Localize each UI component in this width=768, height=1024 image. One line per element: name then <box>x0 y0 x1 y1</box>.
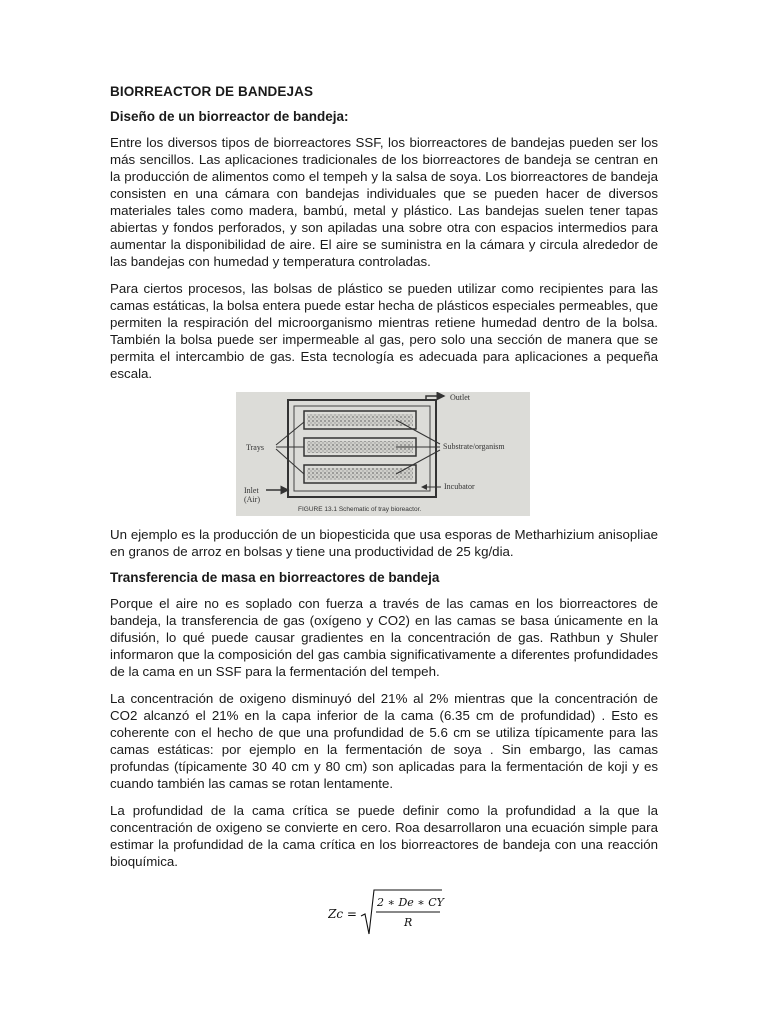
paragraph-3: Un ejemplo es la producción de un biopesticida que usa esporas de Metharhizium anisopliae en granos de arroz en bolsas y tiene una productividad de 25 kg/dia. <box>110 527 658 559</box>
paragraph-2: Para ciertos procesos, las bolsas de plástico se pueden utilizar como recipientes para las camas estáticas, la bolsa entera puede estar hecha de plásticos especiales permeables, que permiten la respiración del microorganismo mientras retiene humedad dentro de la bolsa. También la bolsa puede ser impermeable al gas, pero solo una sección de manera que se permita el intercambio de gas. Esta tecnología es adecuada para aplicaciones a pequeña escala. <box>110 281 658 381</box>
trays-pointer-1 <box>276 422 304 445</box>
substrate-3 <box>307 468 413 480</box>
label-substrate: Substrate/organism <box>443 442 505 451</box>
label-incubator: Incubator <box>444 482 475 491</box>
substrate-1 <box>307 414 413 426</box>
label-trays: Trays <box>246 443 264 452</box>
figure-caption: FIGURE 13.1 Schematic of tray bioreactor. <box>298 506 422 513</box>
paragraph-1: Entre los diversos tipos de biorreactores SSF, los biorreactores de bandejas pueden ser los más sencillos. Las aplicaciones tradicionales de los biorreactores de bandeja se centran en la producción de alimentos como el tempeh y la salsa de soya. Los biorreactores de bandeja consisten en una cámara con bandejas individuales que se pueden hacer de diversos materiales tales como madera, bambú, metal y plástico. Las bandejas suelen tener tapas abiertas y fondos perforados, y son apiladas una sobre otra con espacios intermedios para aumentar la disponibilidad de aire. El aire se suministra en la cámara y circula alrededor de las bandejas con humedad y temperatura controladas. <box>110 135 658 269</box>
tray-bioreactor-figure <box>236 392 530 516</box>
label-outlet: Outlet <box>450 393 470 402</box>
paragraph-6: La profundidad de la cama crítica se puede definir como la profundidad a la que la concentración de oxigeno se convierte en cero. Roa desarrollaron una ecuación simple para estimar la profundidad de la cama crítica en los biorreactores de bandeja con una reacción bioquímica. <box>110 803 658 869</box>
section-heading-mass-transfer: Transferencia de masa en biorreactores de bandeja <box>110 570 440 585</box>
document-page <box>110 84 658 880</box>
formula-numerator: 2 ∗ De ∗ CY <box>377 896 444 909</box>
substrate-pointer-1 <box>396 420 440 444</box>
formula-denominator: R <box>404 916 413 929</box>
substrate-pointer-3 <box>396 450 440 474</box>
formula-lhs: Zc = <box>328 907 357 921</box>
label-inlet: Inlet <box>244 486 259 495</box>
paragraph-5: La concentración de oxigeno disminuyó del 21% al 2% mientras que la concentración de CO2 alcanzó el 21% en la capa inferior de la cama (6.35 cm de profundidad) . Esto es coherente con el hecho de que una profundidad de 5.6 cm se utiliza típicamente para las camas estáticas: por ejemplo en la fermentación de soya . Sin embargo, las camas profundas (típicamente 30 40 cm y 80 cm) son aplicadas para la fermentación de koji y es cuando también las camas se rotan lentamente. <box>110 691 658 791</box>
paragraph-4: Porque el aire no es soplado con fuerza a través de las camas en los biorreactores de bandeja, la transferencia de gas (oxígeno y CO2) en las camas se basa únicamente en la difusión, lo qué puede causar gradientes en la concentración de gas. Rathbun y Shuler informaron que la composición del gas cambia significativamente a diferentes profundidades de la cama en un SSF para la fermentación del tempeh. <box>110 596 658 679</box>
label-air: (Air) <box>244 495 260 504</box>
trays-pointer-3 <box>276 449 304 474</box>
section-heading-design: Diseño de un biorreactor de bandeja: <box>110 109 349 124</box>
critical-depth-formula <box>328 888 448 938</box>
document-title: BIORREACTOR DE BANDEJAS <box>110 84 314 99</box>
